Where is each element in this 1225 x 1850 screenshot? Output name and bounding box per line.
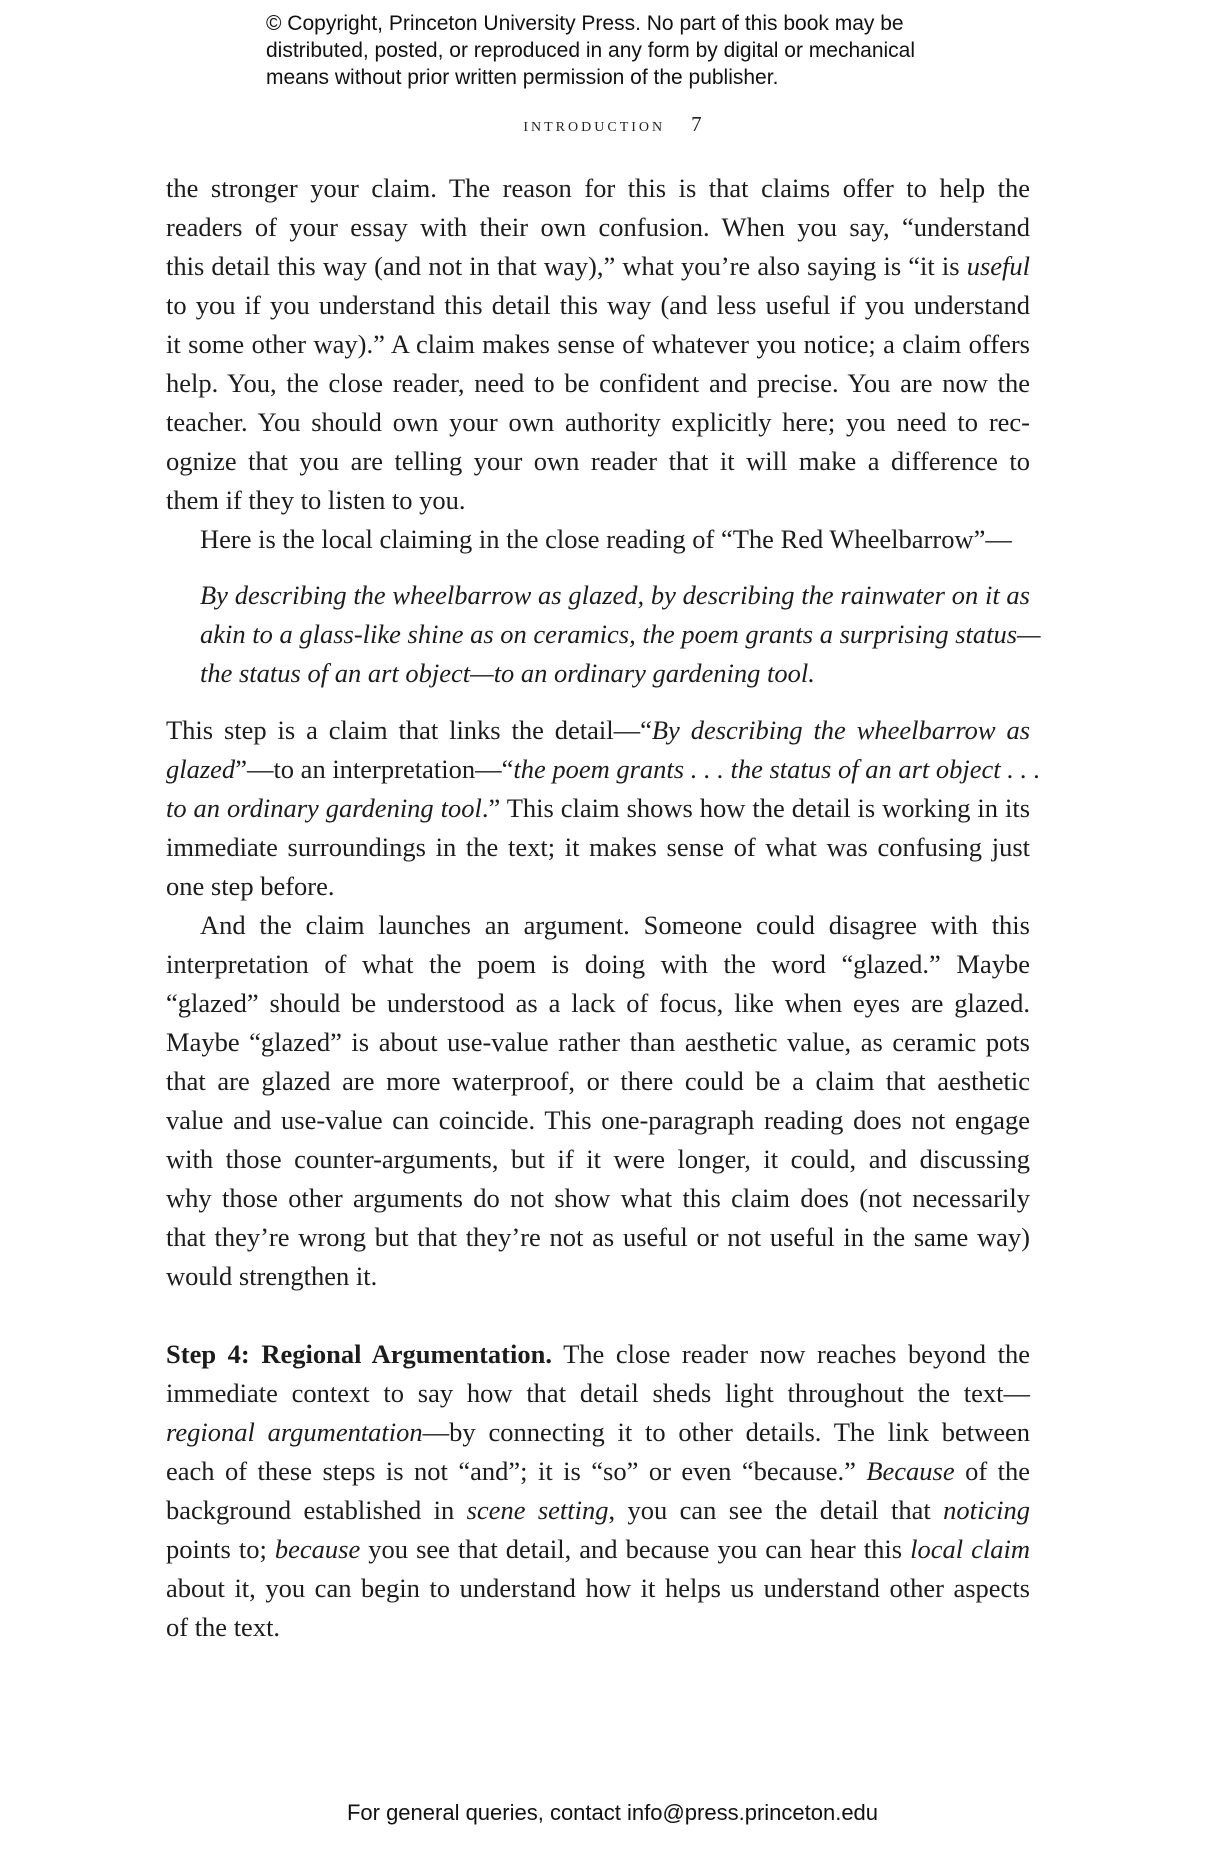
emphasis: glazed [166,754,236,784]
text-span: this detail this way (and not in that way),” what you’re also saying is “it is [166,251,967,281]
text-span: —by connecting it to other details. The link between [422,1417,1030,1447]
copyright-notice [266,10,1026,91]
text-span: The close reader now reaches beyond the [551,1339,1031,1369]
text-span: ”—to an interpretation—“ [235,754,514,784]
text-line [166,750,1041,789]
text-line [166,1491,1030,1530]
text-line: them if they to listen to you. [166,485,466,515]
section-gap [166,1296,1030,1335]
text-line: teacher. You should own your own authority explicitly here; you need to rec- [166,407,1030,437]
text-line: why those other arguments do not show what this claim does (not necessarily [166,1183,1030,1213]
block-quote [200,576,1041,693]
paragraph [166,711,1041,906]
text-line: Here is the local claiming in the close reading of “The Red Wheelbarrow”— [200,524,1012,554]
body-text [166,169,1041,1647]
text-span: background established in [166,1495,467,1525]
copyright-line: means without prior written permission of the publisher. [266,66,779,89]
emphasis: Because [866,1456,955,1486]
paragraph [166,906,1030,1296]
emphasis: useful [966,251,1030,281]
copyright-line: distributed, posted, or reproduced in any form by digital or mechanical [266,39,916,62]
text-span: .” This claim shows how the detail is working in its [481,793,1031,823]
text-line [166,711,1030,750]
text-line [166,1413,1030,1452]
paragraph [166,520,1030,559]
text-line: the stronger your claim. The reason for this is that claims offer to help the [166,173,1030,203]
text-line [166,1452,1030,1491]
footer-contact: For general queries, contact info@press.princeton.edu [346,1800,879,1825]
text-line [166,247,1030,286]
text-line [166,1335,1030,1374]
copyright-line: © Copyright, Princeton University Press. No part of this book may be [266,12,904,35]
text-line: immediate surroundings in the text; it makes sense of what was confusing just [166,832,1030,862]
text-line: readers of your essay with their own confusion. When you say, “understand [166,212,1030,242]
text-span: This step is a claim that links the detail—“ [166,715,652,745]
step-heading: Step 4: Regional Argumentation. [166,1339,552,1369]
text-line: with those counter-arguments, but if it were longer, it could, and discussing [166,1144,1030,1174]
text-span: each of these steps is not “and”; it is “so” or even “because.” [166,1456,867,1486]
emphasis: scene setting [466,1495,609,1525]
emphasis: noticing [943,1495,1030,1525]
text-line [166,789,1030,828]
text-line: immediate context to say how that detail sheds light throughout the text— [166,1378,1030,1408]
emphasis: local claim [910,1534,1030,1564]
running-title: introduction [523,114,666,136]
quote-line: akin to a glass-like shine as on ceramics, the poem grants a surprising status— [200,619,1041,649]
text-line [166,1530,1030,1569]
quote-line: By describing the wheelbarrow as glazed, by describing the rainwater on it as [200,580,1030,610]
paragraph [166,1335,1030,1647]
text-line: “glazed” should be understood as a lack of focus, like when eyes are glazed. [166,988,1030,1018]
paragraph [166,169,1030,520]
emphasis: because [274,1534,361,1564]
text-line: of the text. [166,1612,281,1642]
text-line: that they’re wrong but that they’re not as useful or not useful in the same way) [166,1222,1030,1252]
text-line: it some other way).” A claim makes sense of whatever you notice; a claim offers [166,329,1030,359]
text-span: , you can see the detail that [608,1495,944,1525]
text-line: Maybe “glazed” is about use-value rather than aesthetic value, as ceramic pots [166,1027,1030,1057]
text-line: value and use-value can coincide. This one-paragraph reading does not engage [166,1105,1030,1135]
text-line: about it, you can begin to understand how it helps us understand other aspects [166,1573,1030,1603]
text-line: ognize that you are telling your own reader that it will make a difference to [166,446,1030,476]
running-head [0,112,1225,137]
text-line: help. You, the close reader, need to be confident and precise. You are now the [166,368,1030,398]
quote-line: the status of an art object—to an ordinary gardening tool. [200,658,815,688]
text-span: you see that detail, and because you can hear this [360,1534,911,1564]
text-line: that are glazed are more waterproof, or there could be a claim that aesthetic [166,1066,1030,1096]
text-span: of the [954,1456,1030,1486]
text-line: would strengthen it. [166,1261,378,1291]
emphasis: to an ordinary gardening tool [166,793,482,823]
text-line: And the claim launches an argument. Someone could disagree with this [200,910,1030,940]
emphasis: regional argumentation [166,1417,423,1447]
emphasis: the poem grants . . . the status of an art object . . . [513,754,1041,784]
text-span: points to; [166,1534,275,1564]
text-line: to you if you understand this detail this way (and less useful if you understand [166,290,1030,320]
page-number: 7 [691,112,702,136]
emphasis: By describing the wheelbarrow as [651,715,1031,745]
text-line: interpretation of what the poem is doing with the word “glazed.” Maybe [166,949,1030,979]
text-line: one step before. [166,871,335,901]
